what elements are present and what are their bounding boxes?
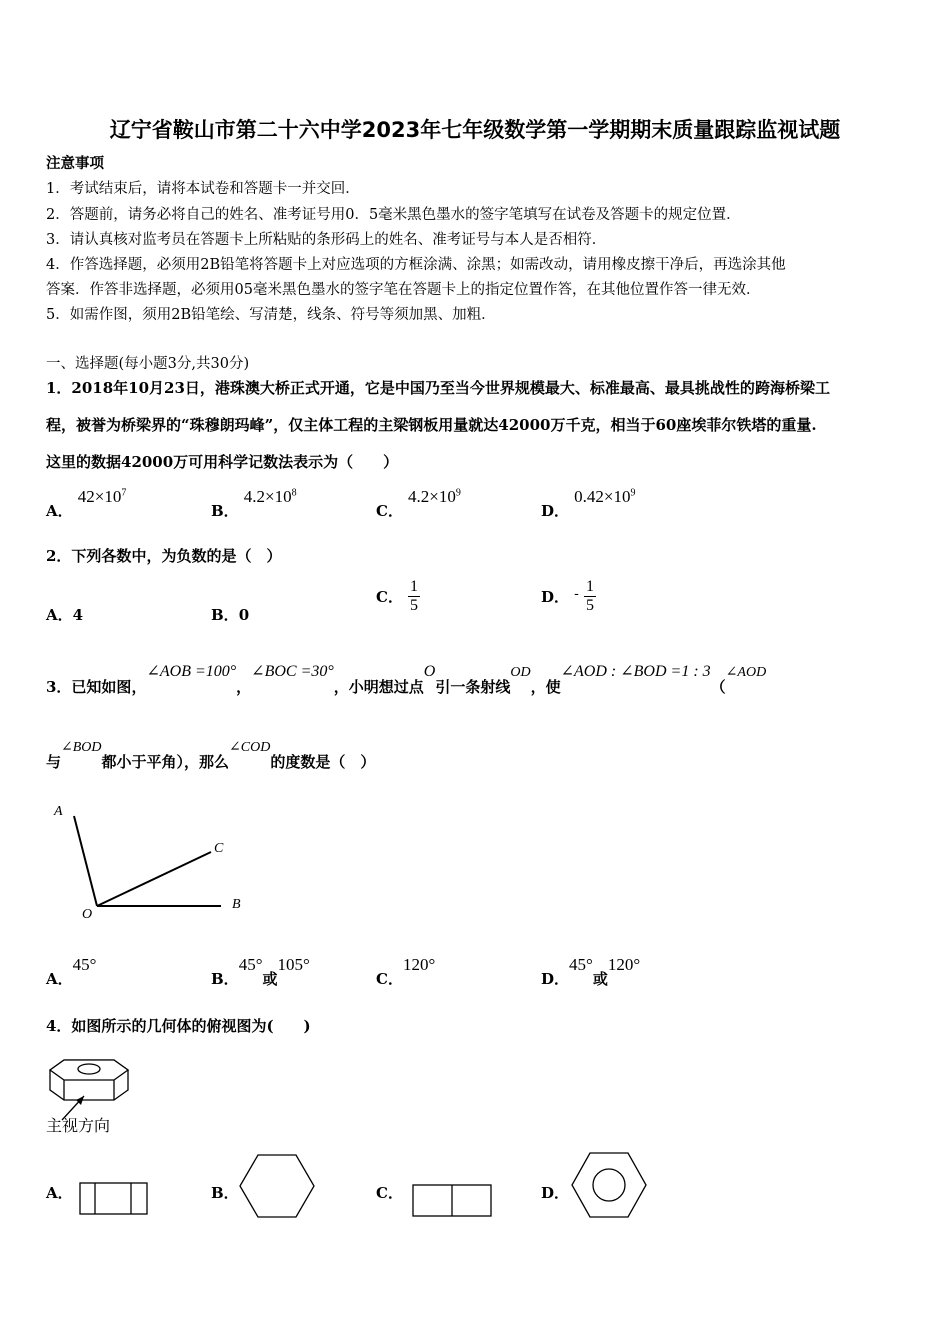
q1-line: 这里的数据42000万可用科学记数法表示为（ ） <box>46 453 399 471</box>
option-value: $4.2\times 10^9$ <box>408 487 461 506</box>
q1-line: 1．2018年10月23日，港珠澳大桥正式开通，它是中国乃至当今世界规模最大、标准最高、最具挑战性的跨海桥梁工 <box>46 379 830 397</box>
note-item: 4．作答选择题，必须用2B铅笔将答题卡上对应选项的方框涂满、涂黑；如需改动，请用橡皮擦干净后，再选涂其他 <box>46 257 786 273</box>
q4-option-d-figure[interactable] <box>570 1150 650 1220</box>
q4-option-d-label[interactable]: D． <box>541 1184 570 1202</box>
q2-option-a[interactable]: A．4 <box>46 606 84 624</box>
point-o-label: O <box>82 907 93 922</box>
note-item: 5．如需作图，须用2B铅笔绘、写清楚，线条、符号等须加黑、加粗． <box>46 307 496 323</box>
q2-option-d[interactable]: D． - $\frac{1}{5}$ <box>541 578 594 614</box>
note-item: 答案．作答非选择题，必须用05毫米黑色墨水的签字笔在答题卡上的指定位置作答，在其他位置作答一律无效． <box>46 282 761 298</box>
q3-option-b[interactable]: B．45°或105° <box>211 955 310 988</box>
q1-option-c[interactable] <box>376 486 461 520</box>
q1-option-b[interactable] <box>211 486 297 520</box>
q3-option-a[interactable]: A．45° <box>46 955 97 988</box>
q2-option-b[interactable]: B．0 <box>211 606 250 624</box>
q1-option-a[interactable] <box>46 486 127 520</box>
option-label: C． <box>376 502 403 520</box>
option-label: D． <box>541 502 570 520</box>
notes-heading: 注意事项 <box>46 155 104 172</box>
note-item: 1．考试结束后，请将本试卷和答题卡一并交回． <box>46 181 360 197</box>
q3-option-c[interactable]: C．120° <box>376 955 436 988</box>
option-value: $0.42\times 10^9$ <box>574 487 636 506</box>
note-item: 3．请认真核对监考员在答题卡上所粘贴的条形码上的姓名、准考证号与本人是否相符． <box>46 232 607 248</box>
option-value: $4.2\times 10^8$ <box>243 487 297 506</box>
q3-line1: 3．已知如图，∠AOB =100°，∠BOC =30°，小明想过点O引一条射线OD，使∠AOD : ∠BOD =1 : 3（∠AOD <box>46 663 767 696</box>
option-label: A． <box>46 502 73 520</box>
point-b-label: B <box>232 897 241 912</box>
q1-option-d[interactable] <box>541 486 636 520</box>
q2-option-c[interactable]: C． $\frac{1}{5}$ <box>376 578 419 614</box>
q3-option-d[interactable]: D．45°或120° <box>541 955 641 988</box>
q4-stem: 4．如图所示的几何体的俯视图为( ) <box>46 1017 311 1035</box>
ray-oa <box>74 816 97 906</box>
q3-line2: 与∠BOD都小于平角），那么∠COD的度数是（ ） <box>46 740 376 771</box>
nut-solid-figure <box>44 1052 144 1122</box>
q4-option-b-label[interactable]: B． <box>211 1184 239 1202</box>
point-a-label: A <box>54 804 63 819</box>
q2-stem: 2．下列各数中，为负数的是（ ） <box>46 547 282 565</box>
q4-option-a-label[interactable]: A． <box>46 1184 73 1202</box>
section-heading: 一、选择题(每小题3分,共30分) <box>46 356 250 372</box>
page-title: 辽宁省鞍山市第二十六中学2023年七年级数学第一学期期末质量跟踪监视试题 <box>109 118 841 142</box>
ray-oc <box>97 852 211 906</box>
q4-option-c-figure[interactable] <box>411 1183 495 1219</box>
note-item: 2．答题前，请务必将自己的姓名、准考证号用0．5毫米黑色墨水的签字笔填写在试卷及答题卡的规定位置． <box>46 207 741 223</box>
fraction: $\frac{1}{5}$ <box>410 578 419 614</box>
option-label: B． <box>211 502 239 520</box>
point-c-label: C <box>214 841 224 856</box>
q4-option-b-figure[interactable] <box>238 1152 318 1220</box>
fraction: $\frac{1}{5}$ <box>585 578 594 614</box>
angle-figure <box>46 800 256 925</box>
view-direction-caption: 主视方向 <box>46 1116 111 1135</box>
option-value: $42\times 10^7$ <box>77 487 127 506</box>
q4-option-a-figure[interactable] <box>78 1181 150 1217</box>
q4-option-c-label[interactable]: C． <box>376 1184 403 1202</box>
q1-line: 程，被誉为桥梁界的“珠穆朗玛峰”，仅主体工程的主梁钢板用量就达42000万千克，相当于60座埃菲尔铁塔的重量. <box>46 416 817 434</box>
